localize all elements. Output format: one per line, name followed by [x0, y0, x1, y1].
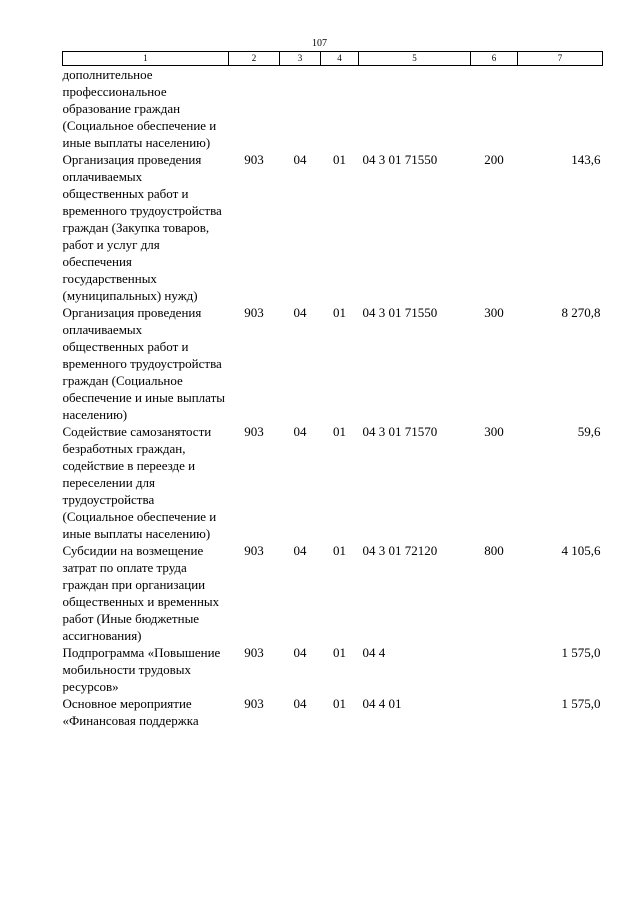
grbs-code: 903 [244, 645, 264, 660]
subsection-code: 01 [333, 424, 346, 439]
grbs-code: 903 [244, 152, 264, 167]
section-code: 04 [293, 424, 307, 439]
page-number: 107 [312, 38, 327, 49]
target-article-code: 04 3 01 71570 [362, 424, 438, 439]
grbs-code [229, 66, 280, 152]
target-article-code: 04 4 01 [362, 696, 402, 711]
item-name: Основное мероприятие «Финансовая поддержка [62, 696, 199, 728]
column-header: 7 [518, 52, 603, 66]
amount: 143,6 [571, 152, 601, 167]
grbs-code: 903 [244, 696, 264, 711]
amount: 1 575,0 [561, 696, 601, 711]
table-row [63, 151, 603, 304]
table-row [63, 423, 603, 542]
budget-table [62, 51, 603, 729]
expense-type-code: 800 [484, 543, 504, 558]
target-article-code: 04 4 [362, 645, 386, 660]
expense-type-code: 300 [484, 305, 504, 320]
expense-type-code [471, 66, 518, 152]
item-name: Подпрограмма «Повышение мобильности трудовых ресурсов» [62, 645, 221, 694]
amount: 4 105,6 [561, 543, 601, 558]
subsection-code: 01 [333, 543, 346, 558]
column-header: 2 [229, 52, 280, 66]
expense-type-code [471, 644, 518, 695]
amount: 8 270,8 [561, 305, 601, 320]
target-article-code [359, 66, 471, 152]
amount: 59,6 [577, 424, 601, 439]
column-header: 1 [63, 52, 229, 66]
amount [518, 66, 603, 152]
subsection-code: 01 [333, 645, 346, 660]
table-row [63, 695, 603, 729]
subsection-code: 01 [333, 152, 346, 167]
header-row [63, 52, 603, 66]
table-row [63, 304, 603, 423]
section-code: 04 [293, 696, 307, 711]
table-header [63, 52, 603, 66]
table-row [63, 542, 603, 644]
item-name: Субсидии на возмещение затрат по оплате труда граждан при организации общественных и временных работ (Иные бюджетные ассигнования) [62, 543, 220, 643]
subsection-code: 01 [333, 696, 346, 711]
table-row [63, 66, 603, 152]
item-name: дополнительное профессиональное образование граждан (Социальное обеспечение и иные выплаты населению) [62, 67, 217, 150]
subsection-code [321, 66, 359, 152]
table-row [63, 644, 603, 695]
column-header: 3 [280, 52, 321, 66]
expense-type-code [471, 695, 518, 729]
target-article-code: 04 3 01 71550 [362, 152, 438, 167]
section-code [280, 66, 321, 152]
section-code: 04 [293, 543, 307, 558]
grbs-code: 903 [244, 305, 264, 320]
column-header: 5 [359, 52, 471, 66]
grbs-code: 903 [244, 424, 264, 439]
expense-type-code: 300 [484, 424, 504, 439]
grbs-code: 903 [244, 543, 264, 558]
table-body [63, 66, 603, 730]
target-article-code: 04 3 01 72120 [362, 543, 438, 558]
section-code: 04 [293, 305, 307, 320]
column-header: 4 [321, 52, 359, 66]
item-name: Организация проведения оплачиваемых общественных работ и временного трудоустройства граждан (Закупка товаров, работ и услуг для обеспечения государственных (муниципальных) нужд) [62, 152, 222, 303]
subsection-code: 01 [333, 305, 346, 320]
section-code: 04 [293, 645, 307, 660]
column-header: 6 [471, 52, 518, 66]
item-name: Организация проведения оплачиваемых общественных работ и временного трудоустройства граждан (Социальное обеспечение и иные выплаты населению) [62, 305, 225, 422]
target-article-code: 04 3 01 71550 [362, 305, 438, 320]
expense-type-code: 200 [484, 152, 504, 167]
section-code: 04 [293, 152, 307, 167]
item-name: Содействие самозанятости безработных граждан, содействие в переезде и переселении для трудоустройства (Социальное обеспечение и иные выплаты населению) [62, 424, 217, 541]
amount: 1 575,0 [561, 645, 601, 660]
